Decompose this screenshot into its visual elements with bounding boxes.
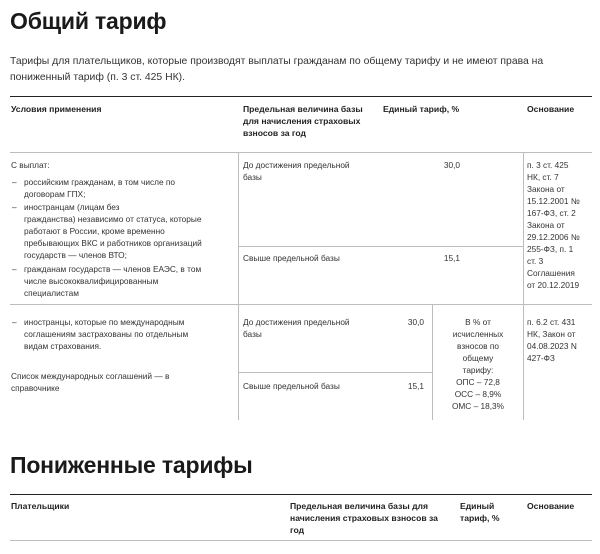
bullet-line: иностранцам (лицам без [24,202,120,212]
header-payers: Плательщики [11,501,70,511]
bullet-line: специалистам [24,288,79,298]
basis-line: ст. 3 [527,256,544,266]
group2-note [11,370,169,394]
basis-line: НК, ст. 7 [527,172,559,182]
header-base [243,103,363,139]
group1-row2-rate: 15,1 [443,253,460,263]
header-base-line: Предельная величина базы для [290,501,428,511]
intro-line-1: Тарифы для плательщиков, которые производят выплаты гражданам по общему тарифу и не имеют права на [10,56,544,67]
table-top-rule [10,96,592,97]
header-base-line: взносов за год [243,128,306,138]
header-base-2 [290,500,438,536]
split-line: исчисленных [452,329,504,339]
bullet-line: соглашениям застрахованы по отдельным [24,329,189,339]
note-line: Список международных соглашений — в [11,371,170,381]
intro-line-2: пониженный тариф (п. 3 ст. 425 НК). [10,72,185,83]
header-base-line: год [290,525,305,535]
header-tariff-line: Единый [460,501,495,511]
table-top-rule [10,494,592,495]
bullet-line: числе высококвалифицированным [24,276,159,286]
basis-line: от 20.12.2019 [527,280,580,290]
bullet-line: видам страхования. [24,341,102,351]
basis-line: 29.12.2006 № [527,232,580,242]
bullet-dash: – [12,177,17,187]
basis-line: п. 3 ст. 425 [527,160,569,170]
group1-bullet-1 [24,176,175,200]
row-rule [10,304,592,305]
column-rule [523,152,524,304]
split-line: тарифу: [462,365,494,375]
group1-basis [527,159,580,291]
basis-line: 427-ФЗ [527,353,555,363]
row-rule [10,152,592,153]
basis-line: 255-ФЗ, п. 1 [527,244,574,254]
group1-bullet-3 [24,263,201,299]
header-tariff-2 [460,500,499,524]
row-rule [238,372,432,373]
row-rule [10,540,592,541]
bullet-line: гражданам государств — членов ЕАЭС, в том [24,264,202,274]
base-line: базы [243,172,262,182]
note-line: справочнике [11,383,60,393]
group1-row2-base: Свыше предельной базы [243,253,340,263]
bullet-line: гражданства) независимо от статуса, которые [24,214,202,224]
bullet-line: работают в России, кроме временно [24,226,165,236]
column-rule [523,304,524,420]
column-rule [238,304,239,420]
header-tariff-line: тариф, % [460,513,500,523]
group1-intro: С выплат: [11,160,50,170]
basis-line: 167-ФЗ, ст. 2 [527,208,576,218]
split-line: В % от [465,317,491,327]
group2-row2-base: Свыше предельной базы [243,381,340,391]
bullet-line: российским гражданам, в том числе по [24,177,176,187]
split-line: ОПС – 72,8 [456,377,500,387]
basis-line: Закона от [527,184,565,194]
split-line: общему [462,353,494,363]
header-base-line: начисления страховых взносов за [290,513,438,523]
bullet-line: пребывающих ВКС и работников организаций [24,238,202,248]
header-conditions: Условия применения [11,104,102,114]
section-title-reduced: Пониженные тарифы [10,452,253,478]
section-title-general: Общий тариф [10,8,167,34]
group2-row2-rate: 15,1 [407,381,424,391]
basis-line: Закона от [527,220,565,230]
header-basis-2: Основание [527,501,575,511]
header-basis: Основание [527,104,575,114]
group2-bullet [24,316,188,352]
base-line: До достижения предельной [243,160,350,170]
column-rule [238,152,239,304]
bullet-line: иностранцы, которые по международным [24,317,185,327]
base-line: До достижения предельной [243,317,350,327]
bullet-line: государств — членов ВТО; [24,250,127,260]
group2-row1-rate: 30,0 [407,317,424,327]
split-line: взносов по [457,341,499,351]
group1-row1-base [243,159,350,183]
split-line: ОСС – 8,9% [454,389,502,399]
header-base-line: для начисления страховых [243,116,361,126]
basis-line: НК, Закон от [527,329,576,339]
group2-split [436,316,520,412]
group2-row1-base [243,316,350,340]
basis-line: п. 6.2 ст. 431 [527,317,576,327]
group1-row1-rate: 30,0 [443,160,460,170]
header-base-line: Предельная величина базы [243,104,363,114]
bullet-line: договорам ГПХ; [24,189,86,199]
basis-line: 15.12.2001 № [527,196,580,206]
bullet-dash: – [12,317,17,327]
base-line: базы [243,329,262,339]
basis-line: 04.08.2023 N [527,341,577,351]
bullet-dash: – [12,202,17,212]
header-tariff: Единый тариф, % [383,104,460,114]
column-rule [432,304,433,420]
basis-line: Соглашения [527,268,575,278]
row-rule [238,246,523,247]
group1-bullet-2 [24,201,202,261]
group2-basis [527,316,577,364]
split-line: ОМС – 18,3% [451,401,505,411]
bullet-dash: – [12,264,17,274]
